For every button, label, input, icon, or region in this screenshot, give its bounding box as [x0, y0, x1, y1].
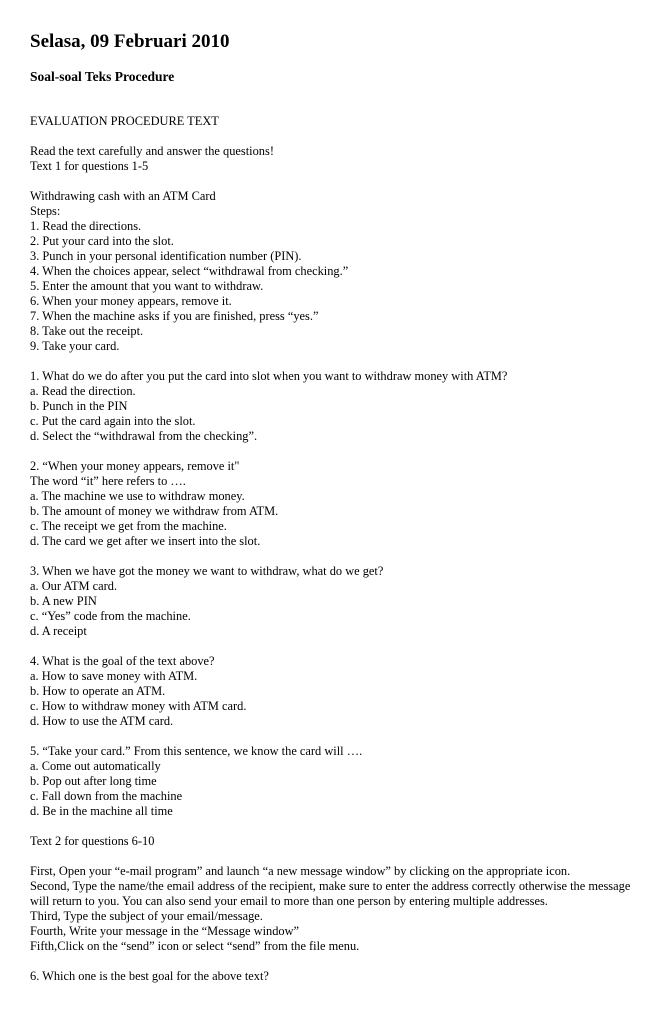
spacer	[30, 954, 650, 969]
question-5	[30, 744, 650, 819]
question-1	[30, 369, 650, 444]
text2-line: Fourth, Write your message in the “Message window”	[30, 924, 300, 938]
steps-list	[30, 219, 650, 354]
answer-option: c. How to withdraw money with ATM card.	[30, 699, 247, 713]
step-item: 1. Read the directions.	[30, 219, 142, 233]
text2-line: Fifth,Click on the “send” icon or select “send” from the file menu.	[30, 939, 360, 953]
answer-option: a. How to save money with ATM.	[30, 669, 198, 683]
instruction-text: Read the text carefully and answer the questions!	[30, 144, 274, 158]
spacer	[30, 819, 650, 834]
steps-label: Steps:	[30, 204, 61, 218]
text1-label: Text 1 for questions 1-5	[30, 159, 149, 173]
answer-option: b. The amount of money we withdraw from ATM.	[30, 504, 279, 518]
question-4	[30, 654, 650, 729]
question-3	[30, 564, 650, 639]
answer-option: b. A new PIN	[30, 594, 97, 608]
question-text: The word “it” here refers to ….	[30, 474, 186, 488]
answer-option: a. Our ATM card.	[30, 579, 118, 593]
step-item: 6. When your money appears, remove it.	[30, 294, 232, 308]
question-text: 2. “When your money appears, remove it"	[30, 459, 240, 473]
spacer	[30, 549, 650, 564]
answer-option: c. Fall down from the machine	[30, 789, 183, 803]
spacer	[30, 639, 650, 654]
text2-line: Second, Type the name/the email address of the recipient, make sure to enter the address correctly otherwise the message will return to you. You can also send your email to more than one person by entering multiple addresses.	[30, 879, 631, 908]
post-body	[30, 114, 650, 984]
answer-option: c. Put the card again into the slot.	[30, 414, 196, 428]
answer-option: d. How to use the ATM card.	[30, 714, 174, 728]
answer-option: b. Pop out after long time	[30, 774, 157, 788]
step-item: 8. Take out the receipt.	[30, 324, 144, 338]
question-text: 3. When we have got the money we want to withdraw, what do we get?	[30, 564, 384, 578]
text2-label: Text 2 for questions 6-10	[30, 834, 155, 848]
step-item: 4. When the choices appear, select “withdrawal from checking.”	[30, 264, 349, 278]
question-text: 4. What is the goal of the text above?	[30, 654, 215, 668]
question-text: 5. “Take your card.” From this sentence, we know the card will ….	[30, 744, 363, 758]
text2-body	[30, 864, 650, 954]
spacer	[30, 354, 650, 369]
step-item: 5. Enter the amount that you want to withdraw.	[30, 279, 264, 293]
post-date: Selasa, 09 Februari 2010	[30, 31, 230, 52]
question-text: 1. What do we do after you put the card into slot when you want to withdraw money with ATM?	[30, 369, 508, 383]
answer-option: a. The machine we use to withdraw money.	[30, 489, 245, 503]
answer-option: a. Come out automatically	[30, 759, 161, 773]
question-2	[30, 459, 650, 549]
section-heading: EVALUATION PROCEDURE TEXT	[30, 114, 219, 128]
step-item: 7. When the machine asks if you are finished, press “yes.”	[30, 309, 319, 323]
answer-option: a. Read the direction.	[30, 384, 136, 398]
text1-title: Withdrawing cash with an ATM Card	[30, 189, 216, 203]
answer-option: d. The card we get after we insert into the slot.	[30, 534, 261, 548]
question-6-text: 6. Which one is the best goal for the above text?	[30, 969, 269, 983]
answer-option: b. How to operate an ATM.	[30, 684, 166, 698]
spacer	[30, 444, 650, 459]
answer-option: d. Select the “withdrawal from the checking”.	[30, 429, 258, 443]
answer-option: b. Punch in the PIN	[30, 399, 128, 413]
post-title: Soal-soal Teks Procedure	[30, 69, 175, 84]
answer-option: d. A receipt	[30, 624, 87, 638]
answer-option: d. Be in the machine all time	[30, 804, 173, 818]
spacer	[30, 129, 650, 144]
step-item: 9. Take your card.	[30, 339, 120, 353]
spacer	[30, 174, 650, 189]
text2-line: First, Open your “e-mail program” and launch “a new message window” by clicking on the appropriate icon.	[30, 864, 571, 878]
spacer	[30, 849, 650, 864]
answer-option: c. “Yes” code from the machine.	[30, 609, 191, 623]
spacer	[30, 729, 650, 744]
step-item: 2. Put your card into the slot.	[30, 234, 174, 248]
answer-option: c. The receipt we get from the machine.	[30, 519, 227, 533]
step-item: 3. Punch in your personal identification number (PIN).	[30, 249, 302, 263]
text2-line: Third, Type the subject of your email/message.	[30, 909, 263, 923]
